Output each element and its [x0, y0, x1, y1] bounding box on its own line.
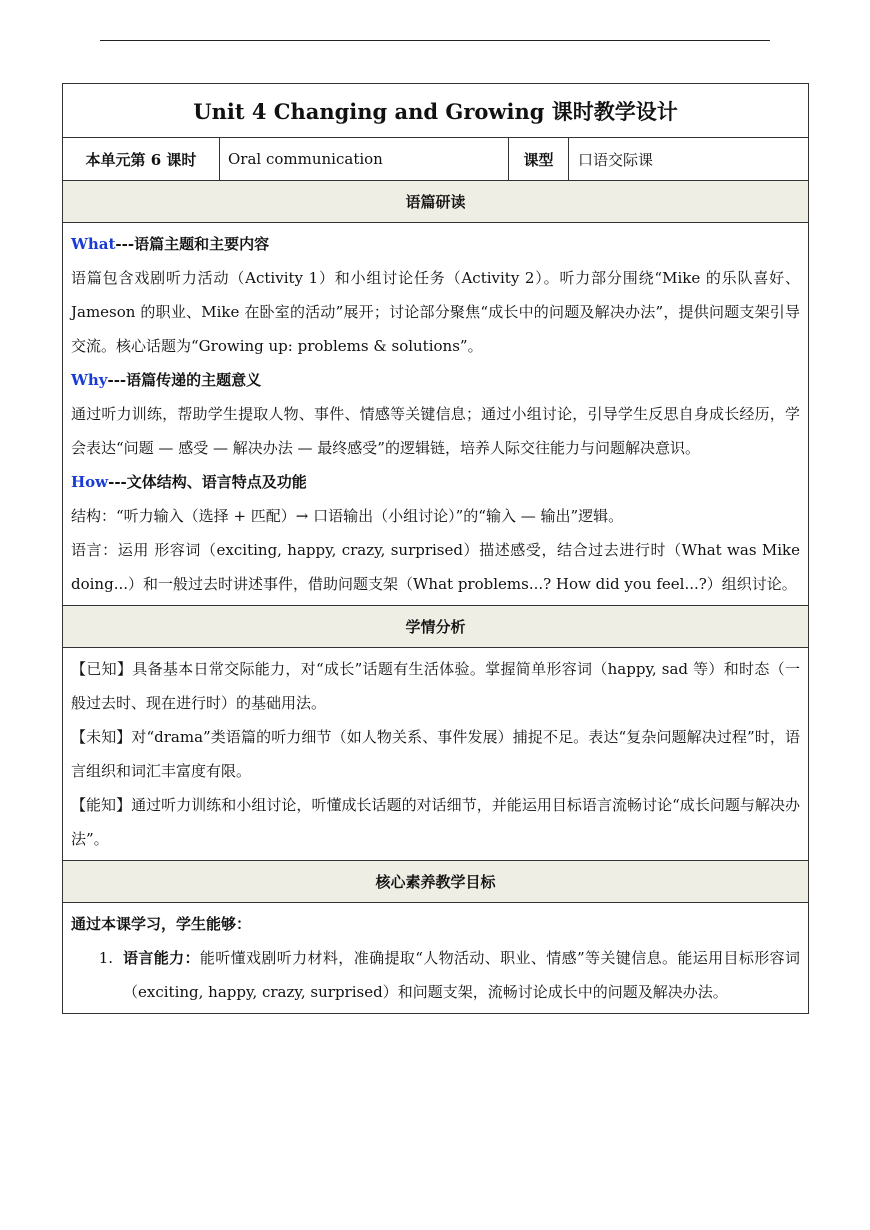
- type-label: 课型: [509, 138, 569, 180]
- known-paragraph: 【已知】具备基本日常交际能力，对“成长”话题有生活体验。掌握简单形容词（happy, sad 等）和时态（一般过去时、现在进行时）的基础用法。: [71, 660, 800, 712]
- section-heading-objectives: 核心素养教学目标: [63, 861, 808, 903]
- objectives-content: [63, 903, 808, 1013]
- lesson-plan-table: [62, 83, 809, 1014]
- how-heading: How---文体结构、语言特点及功能: [71, 473, 307, 491]
- lesson-meta-row: [63, 138, 808, 181]
- objective-item: [71, 941, 800, 1009]
- unknown-paragraph: 【未知】对“drama”类语篇的听力细节（如人物关系、事件发展）捕捉不足。表达“复杂问题解决过程”时，语言组织和词汇丰富度有限。: [71, 728, 800, 780]
- header-rule: [100, 40, 770, 41]
- section-heading-text-study: 语篇研读: [63, 181, 808, 223]
- type-value: 口语交际课: [578, 150, 654, 169]
- document-title: Unit 4 Changing and Growing 课时教学设计: [63, 84, 808, 138]
- how-structure: 结构：“听力输入（选择 + 匹配）→ 口语输出（小组讨论）”的“输入 — 输出”逻辑。: [71, 507, 624, 525]
- section-heading-learner-analysis: 学情分析: [63, 606, 808, 648]
- able-paragraph: 【能知】通过听力训练和小组讨论，听懂成长话题的对话细节，并能运用目标语言流畅讨论“成长问题与解决办法”。: [71, 796, 800, 848]
- why-heading: Why---语篇传递的主题意义: [71, 371, 262, 389]
- learner-analysis-content: [63, 648, 808, 861]
- why-body: 通过听力训练，帮助学生提取人物、事件、情感等关键信息；通过小组讨论，引导学生反思自身成长经历，学会表达“问题 — 感受 — 解决办法 — 最终感受”的逻辑链，培养人际交往能力与问题解决意识。: [71, 405, 800, 457]
- objectives-intro: 通过本课学习，学生能够：: [71, 915, 252, 933]
- what-heading: What---语篇主题和主要内容: [71, 235, 270, 253]
- how-language: 语言：运用 形容词（exciting, happy, crazy, surprised）描述感受，结合过去进行时（What was Mike doing...）和一般过去时讲述事件，借助问题支架（What problems...? How did you feel...?）组织讨论。: [71, 541, 800, 593]
- what-body: 语篇包含戏剧听力活动（Activity 1）和小组讨论任务（Activity 2）。听力部分围绕“Mike 的乐队喜好、Jameson 的职业、Mike 在卧室的活动”展开；讨论部分聚焦“成长中的问题及解决办法”，提供问题支架引导交流。核心话题为“Growing up: problems & solutions”。: [71, 269, 800, 355]
- lesson-name: Oral communication: [220, 138, 509, 180]
- lesson-number: 本单元第 6 课时: [63, 138, 220, 180]
- objective-text: 语言能力：能听懂戏剧听力材料，准确提取“人物活动、职业、情感”等关键信息。能运用目标形容词（exciting, happy, crazy, surprised）和问题支架，流畅讨论成长中的问题及解决办法。: [123, 949, 800, 1001]
- objective-number: 1.: [98, 949, 113, 967]
- text-study-content: [63, 223, 808, 606]
